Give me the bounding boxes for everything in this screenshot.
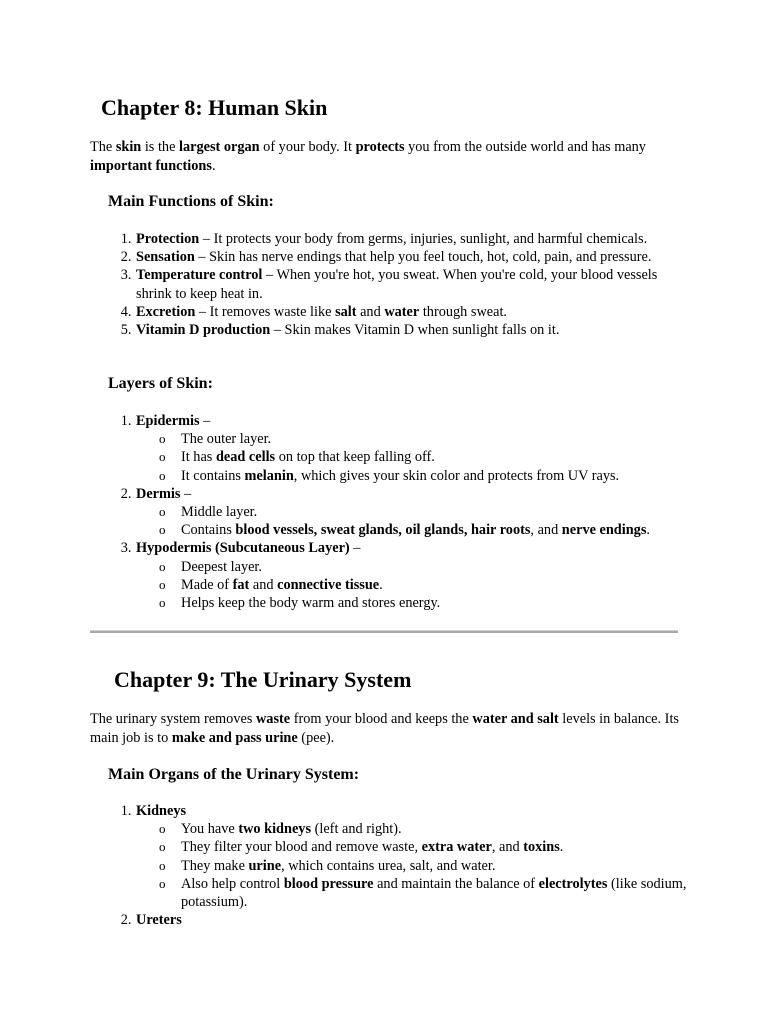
text-run: They filter your blood and remove waste,: [181, 839, 422, 856]
bold-text: water and salt: [472, 711, 559, 727]
urinary-organs-list: [90, 802, 695, 929]
bold-text: two kidneys: [238, 821, 312, 838]
bold-text: protects: [355, 139, 405, 155]
text-run: Middle layer.: [181, 504, 258, 521]
sub-list-item: [181, 594, 695, 612]
bold-text: Ureters: [136, 912, 182, 929]
bold-text: dead cells: [215, 449, 276, 466]
text-run: .: [559, 839, 564, 856]
sub-list: [136, 430, 695, 485]
sub-list: [136, 558, 695, 613]
bold-text: Temperature control: [136, 267, 263, 284]
text-run: through sweat.: [419, 303, 507, 320]
text-run: .: [646, 522, 650, 539]
list-item: [135, 802, 695, 911]
text-run: Helps keep the body warm and stores energy.: [181, 595, 441, 612]
bold-text: electrolytes: [538, 875, 608, 892]
list-item: [135, 485, 695, 540]
text-run: levels in balance. Its main job is to: [90, 711, 679, 746]
bold-text: Sensation: [136, 249, 195, 266]
bold-text: Hypodermis (Subcutaneous Layer): [136, 540, 350, 557]
sub-list-item: [181, 558, 695, 576]
text-run: – When you're hot, you sweat. When you're cold, your blood vessels shrink to keep heat in.: [136, 267, 658, 302]
section-divider: [90, 630, 678, 633]
text-run: on top that keep falling off.: [275, 449, 435, 466]
chapter-8-intro: [90, 138, 685, 175]
text-run: .: [379, 576, 383, 593]
skin-layers-heading: Layers of Skin:: [108, 375, 213, 392]
text-run: It has: [181, 449, 216, 466]
text-run: Contains: [181, 522, 236, 539]
bold-text: skin: [115, 139, 142, 155]
text-run: –: [180, 485, 192, 502]
list-item: [135, 248, 695, 266]
text-run: , and: [530, 522, 562, 539]
sub-list-item: [181, 576, 695, 594]
sub-list-item: [181, 430, 695, 448]
text-run: (left and right).: [311, 821, 402, 838]
bold-text: Protection: [136, 231, 200, 247]
text-run: (pee).: [297, 729, 335, 746]
list-item: [135, 230, 695, 248]
bold-text: melanin: [244, 467, 294, 484]
bold-text: largest organ: [179, 139, 260, 155]
sub-list-item: [181, 467, 695, 485]
text-run: , which gives your skin color and protects from UV rays.: [293, 467, 620, 484]
text-run: –: [199, 413, 211, 429]
urinary-organs-heading: Main Organs of the Urinary System:: [108, 766, 360, 783]
text-run: Made of: [181, 576, 233, 593]
skin-functions-heading: Main Functions of Skin:: [108, 193, 274, 210]
text-run: and: [356, 303, 385, 320]
text-run: from your blood and keeps the: [290, 711, 473, 727]
text-run: The: [90, 139, 116, 155]
sub-list-item: [181, 875, 695, 911]
bold-text: water: [384, 303, 420, 320]
bold-text: Excretion: [136, 303, 196, 320]
sub-list-item: [181, 448, 695, 466]
text-run: , and: [491, 839, 524, 856]
text-run: and maintain the balance of: [373, 875, 539, 892]
list-item: [135, 266, 695, 302]
text-run: – Skin has nerve endings that help you feel touch, hot, cold, pain, and pressure.: [194, 249, 652, 266]
text-run: Deepest layer.: [181, 558, 262, 575]
bold-text: make and pass urine: [171, 729, 298, 746]
text-run: of your body. It: [259, 139, 356, 155]
sub-list: [136, 820, 695, 911]
skin-layers-list: [90, 412, 695, 612]
sub-list: [136, 503, 695, 539]
bold-text: nerve endings: [561, 522, 647, 539]
text-run: The urinary system removes: [90, 711, 256, 727]
list-item: [135, 321, 695, 339]
bold-text: waste: [255, 711, 291, 727]
bold-text: urine: [248, 857, 282, 874]
list-item: [135, 911, 695, 929]
text-run: –: [349, 540, 361, 557]
sub-list-item: [181, 503, 695, 521]
text-run: is the: [141, 139, 179, 155]
text-run: – It removes waste like: [195, 303, 336, 320]
list-item: [135, 303, 695, 321]
bold-text: Vitamin D production: [136, 322, 271, 339]
sub-list-item: [181, 838, 695, 856]
skin-functions-list: [90, 230, 695, 339]
text-run: It contains: [181, 467, 245, 484]
bold-text: Epidermis: [136, 413, 200, 429]
text-run: Also help control: [181, 875, 284, 892]
text-run: (like sodium, potassium).: [181, 875, 687, 911]
text-run: You have: [181, 821, 239, 838]
text-run: – Skin makes Vitamin D when sunlight falls on it.: [270, 322, 560, 339]
list-item: [135, 412, 695, 485]
bold-text: fat: [232, 576, 250, 593]
chapter-8-title: Chapter 8: Human Skin: [101, 95, 328, 120]
sub-list-item: [181, 521, 695, 539]
text-run: They make: [181, 857, 249, 874]
text-run: you from the outside world and has many: [404, 139, 646, 155]
text-run: .: [211, 157, 216, 174]
list-item: [135, 539, 695, 612]
text-run: , which contains urea, salt, and water.: [281, 857, 496, 874]
chapter-9-title: Chapter 9: The Urinary System: [114, 667, 412, 692]
text-run: The outer layer.: [181, 431, 272, 448]
bold-text: connective tissue: [277, 576, 380, 593]
text-run: – It protects your body from germs, injuries, sunlight, and harmful chemicals.: [199, 231, 648, 247]
bold-text: toxins: [523, 839, 560, 856]
sub-list-item: [181, 857, 695, 875]
sub-list-item: [181, 820, 695, 838]
bold-text: Dermis: [136, 485, 181, 502]
bold-text: blood vessels, sweat glands, oil glands, hair roots: [235, 522, 531, 539]
chapter-9-intro: [90, 710, 685, 747]
bold-text: extra water: [421, 839, 492, 856]
bold-text: Kidneys: [136, 803, 187, 819]
bold-text: salt: [335, 303, 357, 320]
bold-text: important functions: [90, 157, 212, 174]
bold-text: blood pressure: [283, 875, 374, 892]
text-run: and: [249, 576, 278, 593]
